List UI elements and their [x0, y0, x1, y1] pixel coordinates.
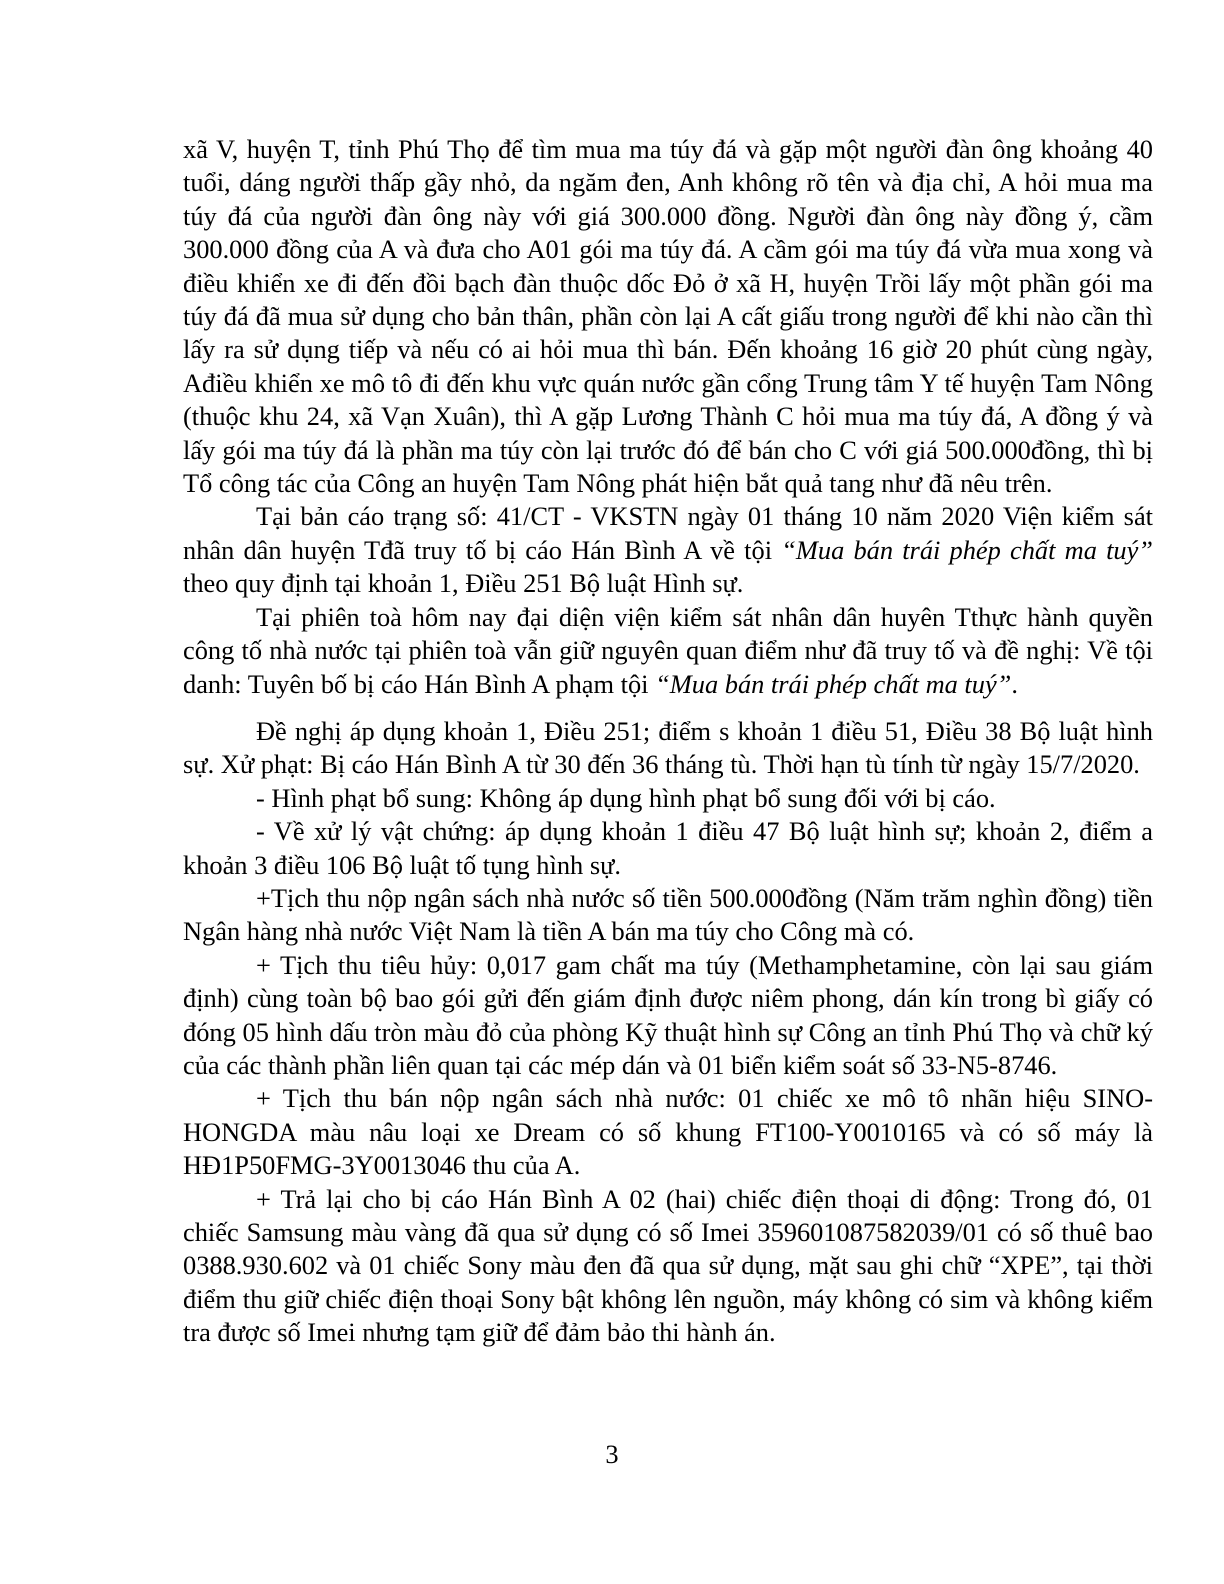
paragraph-confiscate-motorbike: [183, 1082, 1153, 1182]
paragraph-indictment: [183, 500, 1153, 600]
paragraph-sentence-proposal: [183, 715, 1153, 782]
paragraph-text: +Tịch thu nộp ngân sách nhà nước số tiền 500.000đồng (Năm trăm nghìn đồng) tiền Ngân hàng nhà nước Việt Nam là tiền A bán ma túy cho Công mà có.: [183, 882, 1153, 947]
document-body: [183, 133, 1153, 1350]
paragraph-text: Đề nghị áp dụng khoản 1, Điều 251; điểm s khoản 1 điều 51, Điều 38 Bộ luật hình sự. Xử phạt: Bị cáo Hán Bình A từ 30 đến 36 tháng tù. Thời hạn tù tính từ ngày 15/7/2020.: [183, 715, 1153, 780]
paragraph-text: + Tịch thu bán nộp ngân sách nhà nước: 01 chiếc xe mô tô nhãn hiệu SINO-HONGDA màu nâu loại xe Dream có số khung FT100-Y0010165 và có số máy là HĐ1P50FMG-3Y0013046 thu của A.: [183, 1083, 1153, 1181]
paragraph-additional-penalty: [183, 782, 1153, 815]
paragraph-text: - Về xử lý vật chứng: áp dụng khoản 1 điều 47 Bộ luật hình sự; khoản 2, điểm a khoản 3 điều 106 Bộ luật tố tụng hình sự.: [183, 816, 1153, 880]
charge-name-italic: “Mua bán trái phép chất ma tuý”: [781, 534, 1153, 565]
paragraph-text: + Trả lại cho bị cáo Hán Bình A 02 (hai) chiếc điện thoại di động: Trong đó, 01 chiếc Samsung màu vàng đã qua sử dụng có số Imei 359601087582039/01 có số thuê bao 0388.930.602 và 01 chiếc Sony màu đen đã qua sử dụng, mặt sau ghi chữ “XPE”, tại thời điểm thu giữ chiếc điện thoại Sony bật không lên nguồn, máy không có sim và không kiểm tra được số Imei nhưng tạm giữ để đảm bảo thi hành án.: [183, 1183, 1153, 1348]
paragraph-text: xã V, huyện T, tỉnh Phú Thọ để tìm mua ma túy đá và gặp một người đàn ông khoảng 40 tuổi, dáng người thấp gầy nhỏ, da ngăm đen, Anh không rõ tên và địa chỉ, A hỏi mua ma túy đá của người đàn ông này với giá 300.000 đồng. Người đàn ông này đồng ý, cầm 300.000 đồng của A và đưa cho A01 gói ma túy đá. A cầm gói ma túy đá vừa mua xong và điều khiển xe đi đến đồi bạch đàn thuộc dốc Đỏ ở xã H, huyện Trồi lấy một phần gói ma túy đá đã mua sử dụng cho bản thân, phần còn lại A cất giấu trong người để khi nào cần thì lấy ra sử dụng tiếp và nếu có ai hỏi mua thì bán. Đến khoảng 16 giờ 20 phút cùng ngày, Ađiều khiển xe mô tô đi đến khu vực quán nước gần cổng Trung tâm Y tế huyện Tam Nông (thuộc khu 24, xã Vạn Xuân), thì A gặp Lương Thành C hỏi mua ma túy đá, A đồng ý và lấy gói ma túy đá là phần ma túy còn lại trước đó để bán cho C với giá 500.000đồng, thì bị Tổ công tác của Công an huyện Tam Nông phát hiện bắt quả tang như đã nêu trên.: [183, 134, 1153, 499]
paragraph-text: Tại bản cáo trạng số: 41/CT - VKSTN ngày 01 tháng 10 năm 2020 Viện kiểm sát nhân dân huyện Tđã truy tố bị cáo Hán Bình A về tội: [183, 501, 1153, 565]
paragraph-destroy-drugs: [183, 949, 1153, 1083]
charge-name-italic: “Mua bán trái phép chất ma tuý”: [655, 668, 1012, 699]
page-number: 3: [605, 1439, 619, 1469]
paragraph-continuation: [183, 133, 1153, 500]
paragraph-text: .: [1011, 668, 1018, 699]
paragraph-text: Tại phiên toà hôm nay đại diện viện kiểm sát nhân dân huyên Tthực hành quyền công tố nhà nước tại phiên toà vẫn giữ nguyên quan điểm như đã truy tố và đề nghị: Về tội danh: Tuyên bố bị cáo Hán Bình A phạm tội: [183, 601, 1153, 699]
paragraph-evidence-handling: [183, 815, 1153, 882]
paragraph-text: theo quy định tại khoản 1, Điều 251 Bộ luật Hình sự.: [183, 568, 744, 599]
paragraph-confiscate-money: [183, 882, 1153, 949]
paragraph-text: - Hình phạt bổ sung: Không áp dụng hình phạt bổ sung đối với bị cáo.: [256, 782, 996, 813]
paragraph-return-phones: [183, 1183, 1153, 1350]
paragraph-prosecutor-view: [183, 601, 1153, 701]
paragraph-text: + Tịch thu tiêu hủy: 0,017 gam chất ma túy (Methamphetamine, còn lại sau giám định) cùng toàn bộ bao gói gửi đến giám định được niêm phong, dán kín trong bì giấy có đóng 05 hình dấu tròn màu đỏ của phòng Kỹ thuật hình sự Công an tỉnh Phú Thọ và chữ ký của các thành phần liên quan tại các mép dán và 01 biển kiểm soát số 33-N5-8746.: [183, 949, 1153, 1080]
